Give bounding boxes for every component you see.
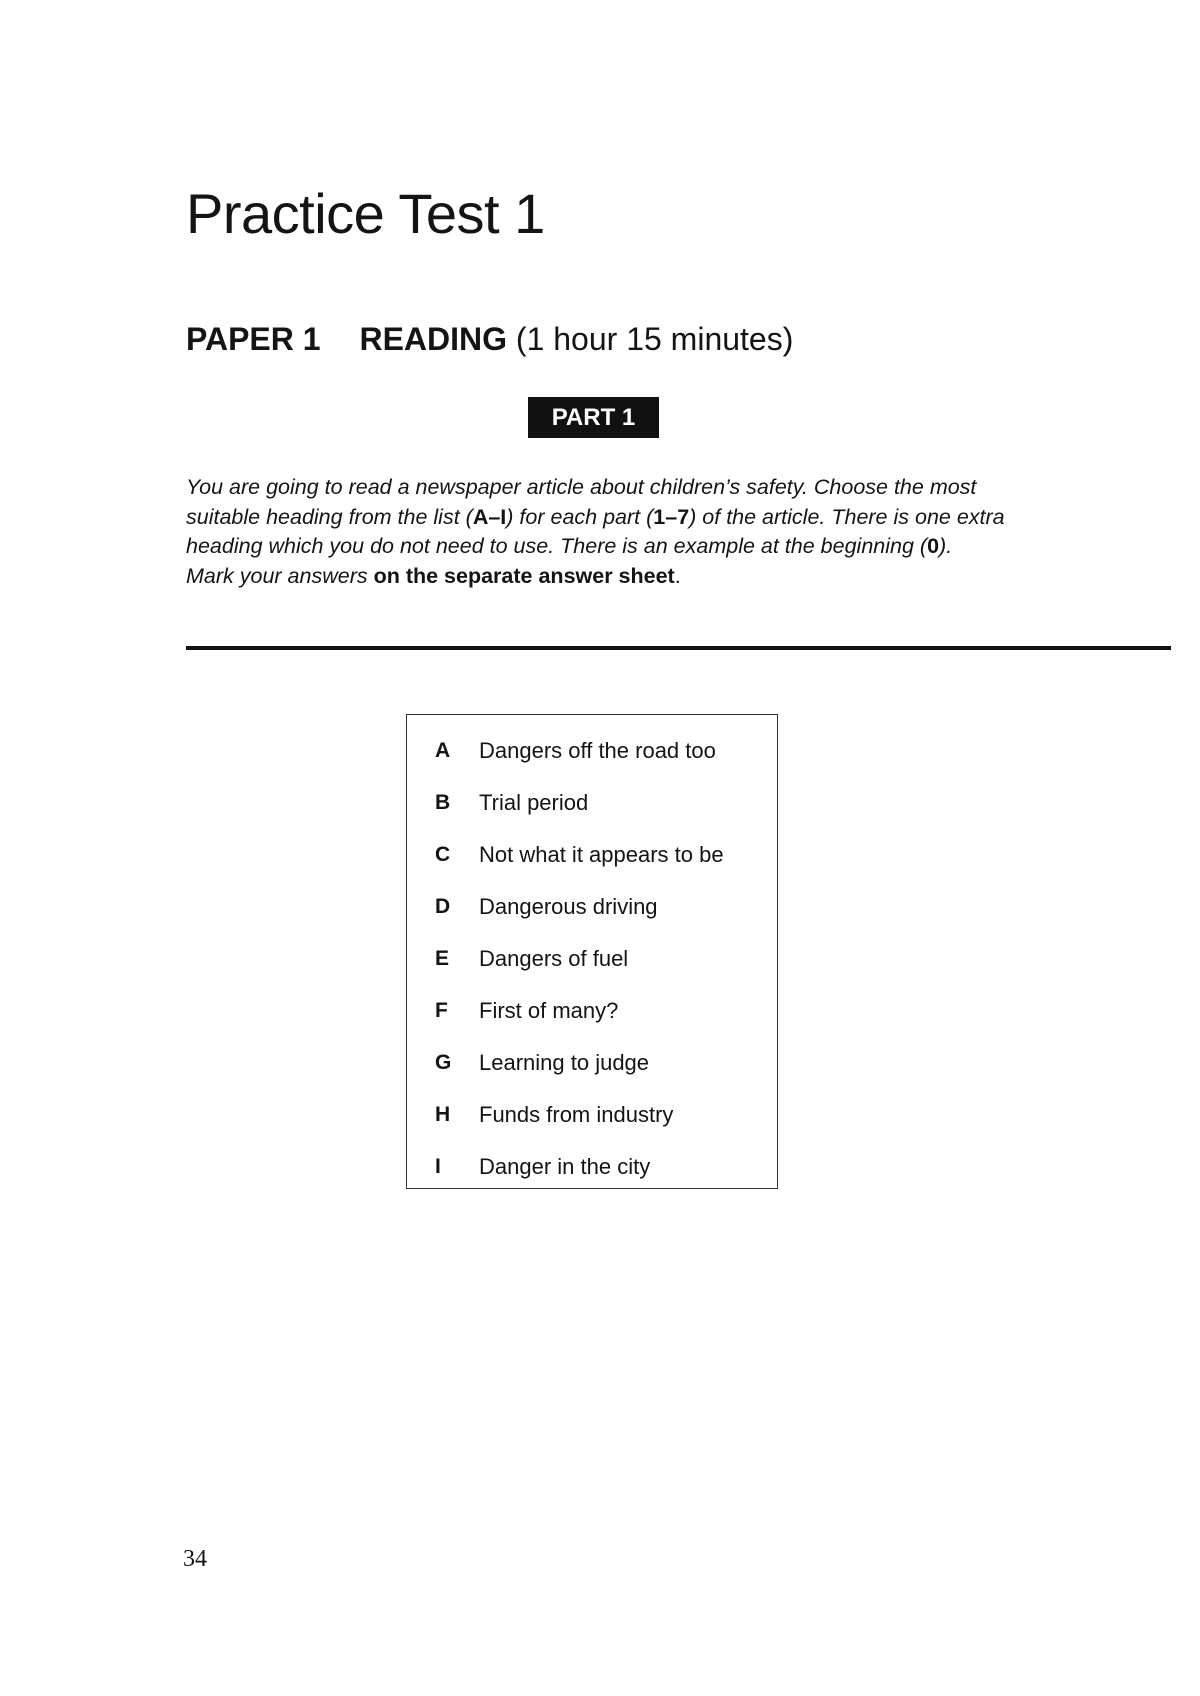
heading-letter: F [435, 999, 448, 1022]
page-number: 34 [183, 1546, 207, 1572]
heading-item [407, 1037, 777, 1089]
heading-letter: C [435, 843, 451, 866]
heading-text: Dangers off the road too [479, 738, 716, 763]
heading-text: Trial period [479, 790, 589, 815]
section-divider [186, 646, 1171, 650]
heading-item [407, 829, 777, 881]
instructions-text-2: ) for each part ( [506, 504, 654, 529]
heading-item [407, 933, 777, 985]
heading-letter: H [435, 1103, 451, 1126]
instructions-text-3: ) of the article. There is one extra heading which you do not need to use. There is an example at the beginning ( [186, 504, 1005, 558]
heading-letter: I [435, 1155, 441, 1178]
heading-item [407, 1089, 777, 1141]
page-title: Practice Test 1 [186, 182, 545, 245]
heading-item [407, 725, 777, 777]
heading-letter: A [435, 739, 451, 762]
heading-text: Funds from industry [479, 1102, 674, 1127]
instructions-parts-range: 1–7 [653, 504, 690, 529]
paper-label: PAPER 1 [186, 321, 321, 357]
heading-text: First of many? [479, 998, 619, 1023]
heading-item [407, 985, 777, 1037]
paper-heading [186, 322, 793, 357]
instructions-mark-suffix: . [674, 563, 681, 588]
instructions-text-4: ). [939, 534, 953, 558]
heading-letter: E [435, 947, 450, 970]
instructions-text-1: You are going to read a newspaper article about children’s safety. Choose the most suitable heading from the list ( [186, 475, 977, 529]
heading-item [407, 777, 777, 829]
heading-item [407, 881, 777, 933]
instructions-mark-bold: on the separate answer sheet [373, 563, 675, 588]
heading-text: Danger in the city [479, 1154, 651, 1179]
heading-text: Learning to judge [479, 1050, 650, 1075]
instructions-example-number: 0 [927, 534, 940, 558]
part-badge: PART 1 [528, 397, 659, 438]
heading-letter: B [435, 791, 451, 814]
instructions [186, 473, 1006, 591]
duration-label: (1 hour 15 minutes) [515, 321, 794, 357]
heading-text: Dangerous driving [479, 894, 658, 919]
heading-text: Not what it appears to be [479, 842, 724, 867]
section-label: READING [359, 321, 508, 357]
heading-item [407, 1141, 777, 1193]
instructions-headings-range: A–I [472, 504, 507, 529]
headings-list [406, 714, 778, 1189]
heading-text: Dangers of fuel [479, 946, 629, 971]
instructions-mark-prefix: Mark your answers [186, 563, 374, 588]
heading-letter: G [435, 1051, 452, 1074]
heading-letter: D [435, 895, 451, 918]
